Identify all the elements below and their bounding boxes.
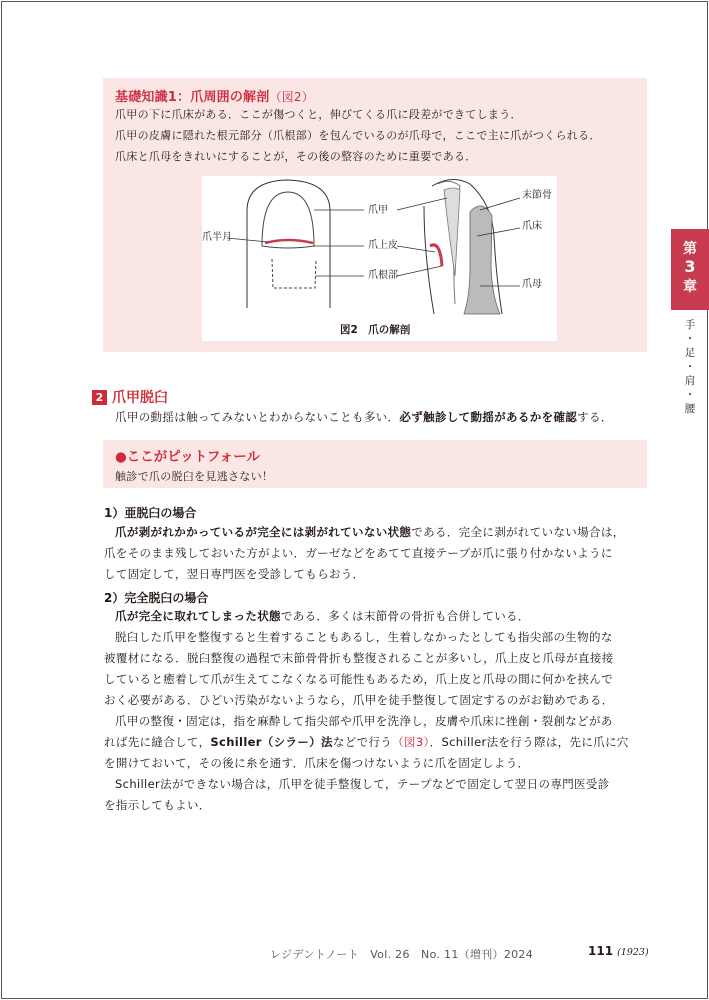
sub2-p2-line-4: おく必要がある．ひどい汚染がないようなら，爪甲を徒手整復して固定するのがお勧めである． <box>104 693 614 707</box>
box-line-2: 爪甲の皮膚に隠れた根元部分（爪根部）を包んでいるのが爪母で，ここで主に爪がつくられる． <box>115 129 601 142</box>
label-nail-matrix: 爪母 <box>522 279 542 290</box>
label-nail-plate: 爪甲 <box>368 205 388 216</box>
pitfall-body: 触診で爪の脱臼を見逃さない！ <box>115 470 274 483</box>
chapter-tab-dai: 第 <box>683 241 697 257</box>
label-nail-bed: 爪床 <box>522 221 542 232</box>
chapter-tab-sho: 章 <box>683 279 697 295</box>
box-line-1: 爪甲の下に爪床がある．ここが傷つくと，伸びてくる爪に段差ができてしまう． <box>115 108 522 121</box>
sub2-p4-line-2: を指示してもよい． <box>104 798 211 812</box>
box-title: 基礎知識1：爪周囲の解剖（図2） <box>115 90 314 105</box>
sub2-p4-line-1: Schiller法ができない場合は，爪甲を徒手整復して，テープなどで固定して翌日の専門医受診 <box>115 777 610 791</box>
sub2-p3-line-1: 爪甲の整復・固定は，指を麻酔して指尖部や爪甲を洗浄し，皮膚や爪床に挫創・裂創などがあ <box>115 714 613 728</box>
nail-anatomy-figure <box>202 176 557 341</box>
sub2-line-1: 爪が完全に取れてしまった状態である．多くは末節骨の骨折も合併している． <box>115 609 530 623</box>
sub2-p2-line-3: していると癒着して爪が生えてこなくなる可能性もあるため，爪上皮と爪母の間に何かを挟んで <box>104 672 614 686</box>
label-nail-root: 爪根部 <box>368 270 398 281</box>
footer-journal: レジデントノート Vol. 26 No. 11（増刊）2024 <box>270 948 534 961</box>
section-heading <box>92 387 168 407</box>
sub1-line-1: 爪が剥がれかかっているが完全には剥がれていない状態である．完全に剥がれていない場合は， <box>115 525 625 539</box>
sub1-line-2: 爪をそのまま残しておいた方がよい．ガーゼなどをあてて直接テープが爪に張り付かないように <box>104 546 613 560</box>
pitfall-box <box>103 440 647 488</box>
sub2-p2-line-2: 被覆材になる．脱臼整復の過程で末節骨骨折も整復されることが多いし，爪上皮と爪母が直接接 <box>104 651 614 665</box>
label-distal-phalanx: 末節骨 <box>522 190 552 201</box>
label-eponychium: 爪上皮 <box>368 240 398 251</box>
nail-diagram <box>202 176 557 341</box>
figure-3-reference[interactable]: （図3） <box>392 735 430 749</box>
figure-reference[interactable]: （図2） <box>269 90 314 104</box>
sub2-p2-line-1: 脱臼した爪甲を整復すると生着することもあるし，生着しなかったとしても指尖部の生物的な <box>115 630 613 644</box>
box-line-3: 爪床と爪母をきれいにすることが，その後の整容のために重要である． <box>115 150 477 163</box>
chapter-side-label: 手 ・ 足 ・ 肩 ・ 腰 <box>684 319 696 415</box>
section-intro: 爪甲の動揺は触ってみないとわからないことも多い．必ず触診して動揺があるかを確認する． <box>115 410 613 424</box>
sub2-p3-line-3: を開けておいて，その後に糸を通す．爪床を傷つけないように爪を固定しよう． <box>104 756 530 770</box>
pitfall-heading: ●ここがピットフォール <box>115 449 260 465</box>
chapter-tab <box>671 229 709 310</box>
subheading-subluxation: 1）亜脱臼の場合 <box>104 506 197 520</box>
subheading-complete-dislocation: 2）完全脱臼の場合 <box>104 591 209 605</box>
section-number: 2 <box>92 390 107 405</box>
total-page-number: (1923) <box>617 947 649 958</box>
sub2-p3-line-2: れば先に縫合して，Schiller（シラー）法などで行う（図3）．Schiller法を行う際は，先に爪に穴 <box>104 735 629 749</box>
chapter-tab-number: 3 <box>684 257 696 276</box>
label-nail-half-moon: 爪半月 <box>202 232 232 243</box>
page-number: 111 (1923) <box>588 944 649 958</box>
figure-caption: 図2 爪の解剖 <box>340 324 411 336</box>
sub1-line-3: して固定して，翌日専門医を受診してもらおう． <box>104 567 365 581</box>
section-title: 爪甲脱臼 <box>112 390 168 406</box>
